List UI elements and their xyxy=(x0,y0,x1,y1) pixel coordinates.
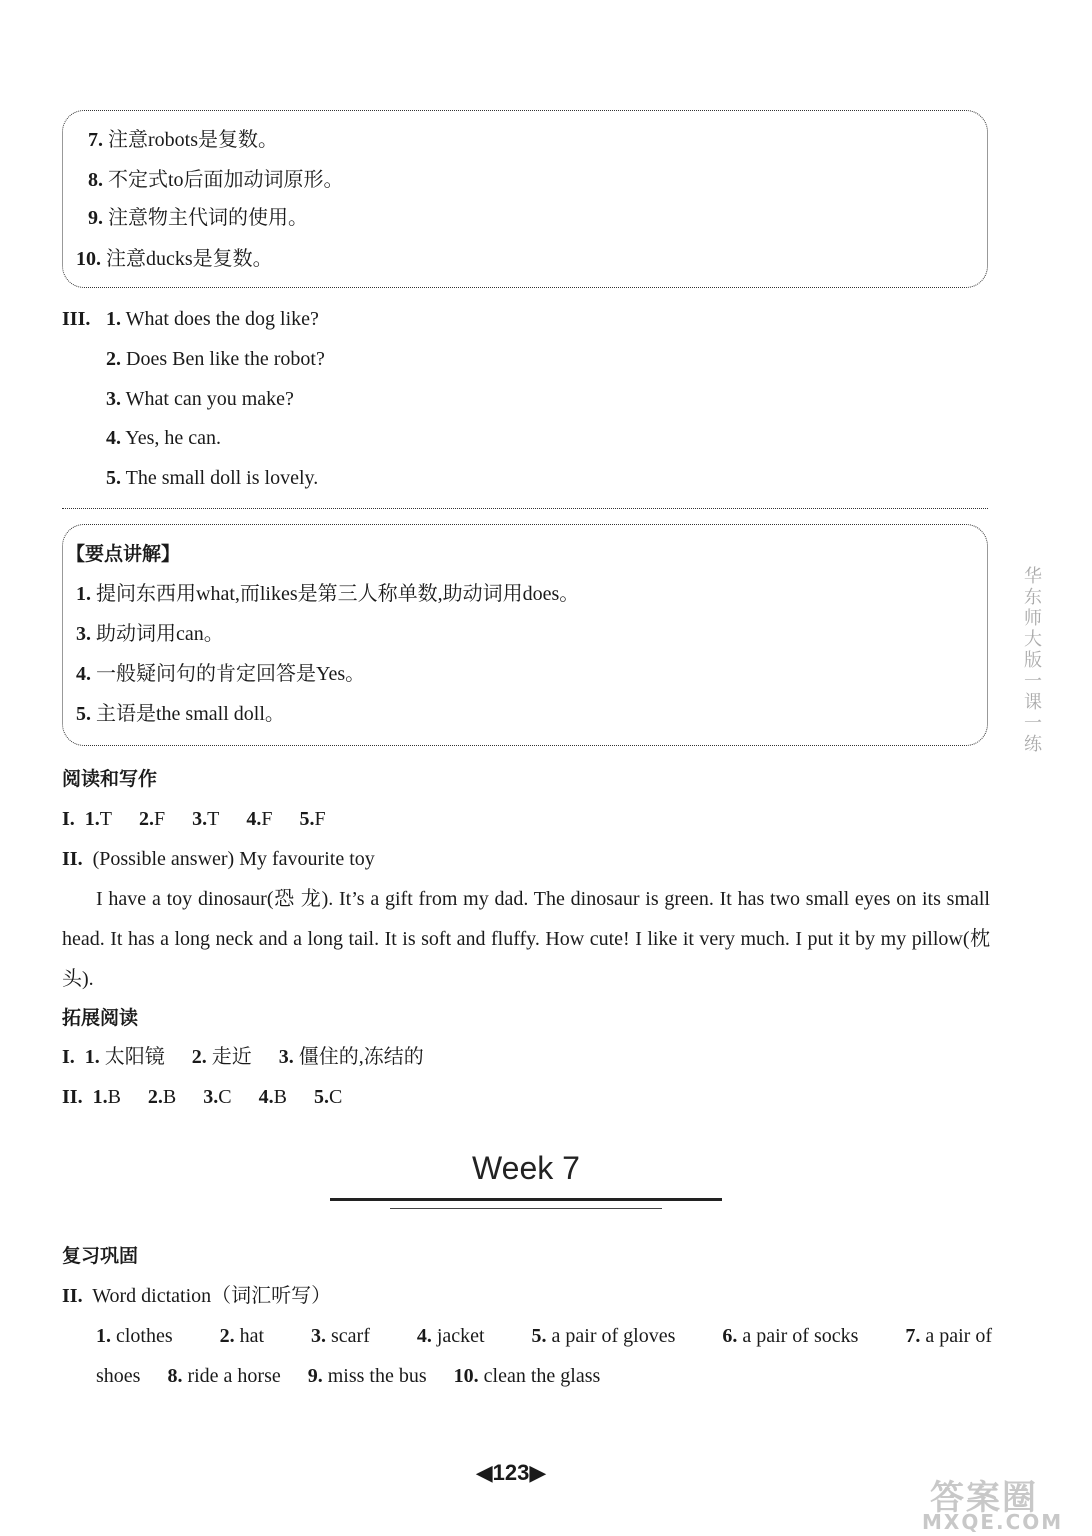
answer-item: 4. Yes, he can. xyxy=(106,427,221,449)
answer-row: II. 1.B 2.B 3.C 4.B 5.C xyxy=(62,1086,343,1108)
answer-item: 5. The small doll is lovely. xyxy=(106,467,319,489)
answer-row: I. 1.T 2.F 3.T 4.F 5.F xyxy=(62,808,326,830)
page-number: ◀123▶ xyxy=(475,1460,547,1485)
section-heading-reading-writing: 阅读和写作 xyxy=(62,768,158,790)
week-banner xyxy=(320,1140,732,1220)
watermark-cn: 答案圈 xyxy=(930,1478,1038,1518)
note-item: 7. 注意robots是复数。 xyxy=(88,129,278,151)
watermark-en: MXQE.COM xyxy=(922,1510,1064,1534)
note-item: 3. 助动词用can。 xyxy=(76,623,224,645)
dictation-line-1: 1. clothes 2. hat 3. scarf 4. jacket 5. a pair of gloves 6. a pair of socks 7. a pair of xyxy=(96,1325,992,1347)
answer-item: 1. What does the dog like? xyxy=(106,308,319,330)
answer-row: II. Word dictation（词汇听写） xyxy=(62,1285,332,1307)
divider xyxy=(62,508,988,509)
note-item: 1. 提问东西用what,而likes是第三人称单数,助动词用does。 xyxy=(76,583,580,605)
section-heading-review: 复习巩固 xyxy=(62,1245,139,1267)
essay-paragraph: I have a toy dinosaur(恐 龙). It’s a gift from my dad. The dinosaur is green. It has two small eyes on its small head. It has a long neck and a long tail. It is soft and fluffy. How cute! I like it very much. I put it by my pillow(枕头). xyxy=(62,888,990,990)
dictation-line-2: shoes 8. ride a horse 9. miss the bus 10. clean the glass xyxy=(96,1365,601,1387)
note-item: 5. 主语是the small doll。 xyxy=(76,703,285,725)
week-rule-thin xyxy=(390,1208,662,1209)
key-points-title: 【要点讲解】 xyxy=(66,543,181,565)
answer-row: II. (Possible answer) My favourite toy xyxy=(62,848,375,870)
note-item: 10. 注意ducks是复数。 xyxy=(76,248,273,270)
answer-item: 2. Does Ben like the robot? xyxy=(106,348,325,370)
watermark-logo xyxy=(920,1470,1080,1534)
week-title: Week 7 xyxy=(472,1150,580,1186)
week-rule-thick xyxy=(330,1198,722,1201)
side-book-title: 华东师大版一课一练 xyxy=(1021,566,1042,755)
note-item: 8. 不定式to后面加动词原形。 xyxy=(88,169,344,191)
answer-row: I. 1. 太阳镜 2. 走近 3. 僵住的,冻结的 xyxy=(62,1046,424,1068)
section-label: III. xyxy=(62,308,91,330)
note-item: 4. 一般疑问句的肯定回答是Yes。 xyxy=(76,663,366,685)
note-item: 9. 注意物主代词的使用。 xyxy=(88,207,308,229)
answer-item: 3. What can you make? xyxy=(106,388,294,410)
section-heading-extended-reading: 拓展阅读 xyxy=(62,1007,139,1029)
